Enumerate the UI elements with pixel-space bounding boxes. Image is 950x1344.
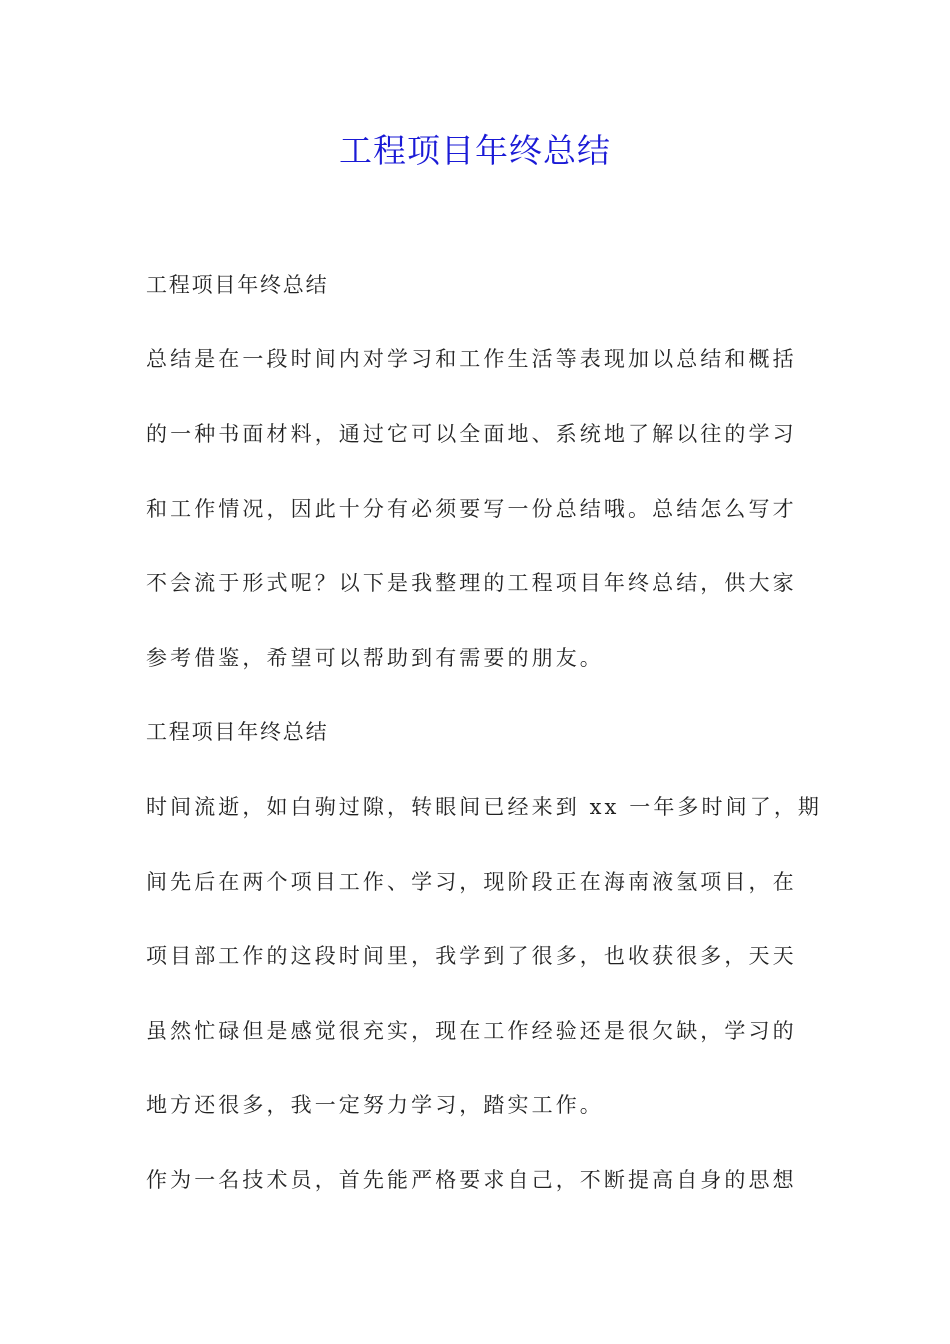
paragraph-line: 时间流逝，如白驹过隙，转眼间已经来到 xx 一年多时间了，期: [146, 795, 823, 819]
paragraph-line: 作为一名技术员，首先能严格要求自己，不断提高自身的思想: [146, 1168, 797, 1192]
paragraph-line: 不会流于形式呢？以下是我整理的工程项目年终总结，供大家: [146, 571, 797, 595]
paragraph-line: 和工作情况，因此十分有必须要写一份总结哦。总结怎么写才: [146, 497, 797, 521]
paragraph-line: 虽然忙碌但是感觉很充实，现在工作经验还是很欠缺，学习的: [146, 1019, 797, 1043]
subheading: 工程项目年终总结: [146, 720, 329, 744]
subheading: 工程项目年终总结: [146, 273, 329, 297]
document-title: 工程项目年终总结: [339, 131, 611, 170]
paragraph-line: 间先后在两个项目工作、学习，现阶段正在海南液氢项目，在: [146, 870, 797, 894]
paragraph-line: 总结是在一段时间内对学习和工作生活等表现加以总结和概括: [146, 347, 797, 371]
paragraph-line: 项目部工作的这段时间里，我学到了很多，也收获很多，天天: [146, 944, 797, 968]
paragraph-line: 参考借鉴，希望可以帮助到有需要的朋友。: [146, 646, 604, 670]
paragraph-line: 的一种书面材料，通过它可以全面地、系统地了解以往的学习: [146, 422, 797, 446]
paragraph-line: 地方还很多，我一定努力学习，踏实工作。: [146, 1093, 604, 1117]
